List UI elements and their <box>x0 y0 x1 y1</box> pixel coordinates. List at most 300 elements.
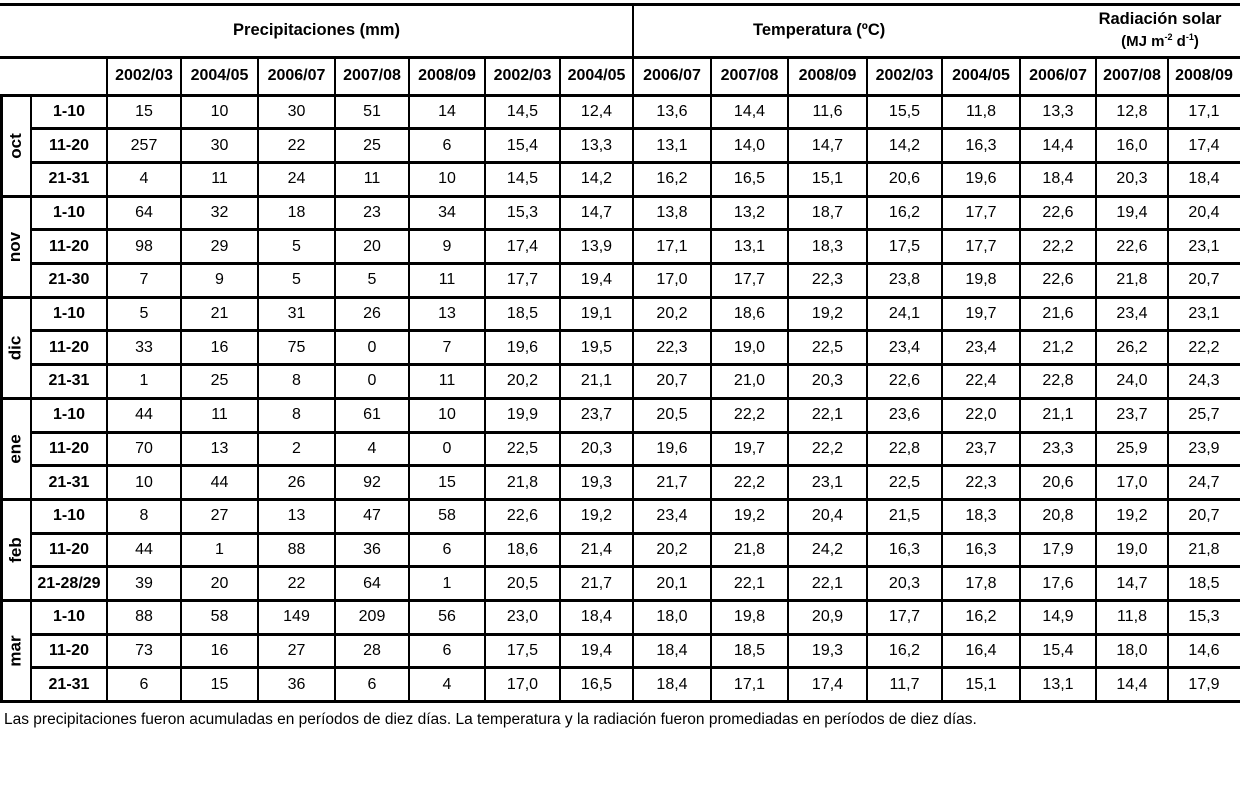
data-cell: 21,8 <box>1188 540 1220 558</box>
table-footnote: Las precipitaciones fueron acumuladas en períodos de diez días. La temperatura y la radiación fueron promediadas en períodos de diez días. <box>4 711 977 728</box>
data-cell: 25,9 <box>1116 439 1148 457</box>
data-cell: 2 <box>292 439 301 457</box>
month-name: dic <box>5 335 25 361</box>
data-cell: 20,7 <box>1188 507 1220 525</box>
data-cell: 17,7 <box>965 203 997 221</box>
data-cell: 17,4 <box>1188 136 1220 154</box>
data-cell: 11,6 <box>812 102 843 120</box>
season-header: 2006/07 <box>643 67 701 84</box>
data-cell: 16 <box>210 642 229 660</box>
table-rule-vertical <box>866 57 868 702</box>
data-cell: 19,0 <box>733 338 766 356</box>
table-rule-vertical <box>1167 57 1169 702</box>
data-cell: 24,7 <box>1188 473 1220 491</box>
data-cell: 19,2 <box>1116 507 1148 525</box>
table-rule-horizontal <box>0 94 1240 97</box>
data-cell: 58 <box>210 608 229 626</box>
data-cell: 18,3 <box>811 237 844 255</box>
season-header: 2007/08 <box>1103 67 1161 84</box>
data-cell: 30 <box>287 102 306 120</box>
data-cell: 30 <box>210 136 229 154</box>
data-cell: 44 <box>135 540 153 558</box>
precipitation-group-label: Precipitaciones (mm) <box>233 21 400 39</box>
data-cell: 14,2 <box>888 136 921 154</box>
data-cell: 22,0 <box>965 406 997 424</box>
data-cell: 20,4 <box>811 507 844 525</box>
data-cell: 20,9 <box>811 608 844 626</box>
data-cell: 23,7 <box>965 439 997 457</box>
data-cell: 16,5 <box>580 675 613 693</box>
table-rule-horizontal <box>31 228 1240 231</box>
data-cell: 70 <box>135 439 153 457</box>
data-cell: 24,3 <box>1188 372 1220 390</box>
data-cell: 19,7 <box>965 305 997 323</box>
radiation-group-header <box>1020 4 1240 57</box>
data-cell: 22,8 <box>1042 372 1074 390</box>
data-cell: 22,3 <box>656 338 688 356</box>
data-cell: 17,4 <box>811 675 844 693</box>
data-cell: 1 <box>215 540 224 558</box>
season-header: 2008/09 <box>798 67 857 84</box>
data-cell: 19,0 <box>1116 540 1148 558</box>
data-cell: 23,7 <box>580 406 613 424</box>
table-rule-horizontal <box>0 498 1240 501</box>
data-cell: 17,0 <box>656 271 688 289</box>
data-cell: 23,1 <box>1188 237 1220 255</box>
data-cell: 5 <box>139 305 149 323</box>
radiation-group-label: Radiación solar <box>1098 10 1222 28</box>
table-rule-vertical <box>408 57 410 702</box>
data-cell: 20,7 <box>1188 271 1220 289</box>
table-rule-vertical <box>106 57 108 702</box>
data-cell: 19,4 <box>1116 203 1148 221</box>
data-cell: 18,5 <box>506 305 539 323</box>
data-cell: 6 <box>442 136 452 154</box>
data-cell: 21,1 <box>1042 406 1074 424</box>
data-cell: 13 <box>438 305 456 323</box>
data-cell: 16,0 <box>1116 136 1148 154</box>
data-cell: 0 <box>367 338 377 356</box>
month-label <box>0 95 31 196</box>
season-header: 2004/05 <box>190 67 249 84</box>
data-cell: 20,3 <box>1116 170 1148 188</box>
data-cell: 14,9 <box>1042 608 1074 626</box>
season-header: 2006/07 <box>267 67 326 84</box>
period-label: 21-31 <box>48 675 90 693</box>
data-cell: 14,5 <box>506 102 539 120</box>
data-cell: 16 <box>210 338 229 356</box>
period-label: 21-30 <box>48 271 90 289</box>
month-label <box>0 499 31 600</box>
table-rule-horizontal <box>31 464 1240 467</box>
month-label <box>0 196 31 297</box>
data-cell: 4 <box>442 675 452 693</box>
data-cell: 23,4 <box>656 507 688 525</box>
data-cell: 16,2 <box>965 608 997 626</box>
data-cell: 20,7 <box>656 372 688 390</box>
data-cell: 6 <box>442 642 452 660</box>
table-rule-horizontal <box>31 565 1240 568</box>
data-cell: 19,8 <box>733 608 766 626</box>
data-cell: 11 <box>438 271 456 289</box>
data-cell: 23 <box>363 203 381 221</box>
data-cell: 24 <box>287 170 306 188</box>
data-cell: 20,6 <box>1042 473 1074 491</box>
month-name: nov <box>5 231 25 262</box>
season-header: 2002/03 <box>493 67 552 84</box>
data-cell: 16,2 <box>888 642 921 660</box>
data-cell: 19,6 <box>656 439 688 457</box>
data-cell: 44 <box>135 406 153 424</box>
data-cell: 18,3 <box>965 507 997 525</box>
data-cell: 58 <box>438 507 456 525</box>
data-cell: 15,3 <box>506 203 539 221</box>
data-cell: 16,3 <box>965 136 997 154</box>
data-cell: 27 <box>210 507 229 525</box>
data-cell: 8 <box>292 372 301 390</box>
table-rule-vertical <box>941 57 943 702</box>
temperature-group-label: Temperatura (ºC) <box>753 21 886 39</box>
data-cell: 20,8 <box>1042 507 1074 525</box>
data-cell: 22,6 <box>506 507 539 525</box>
data-cell: 17,9 <box>1042 540 1074 558</box>
data-cell: 4 <box>367 439 377 457</box>
data-cell: 209 <box>358 608 386 626</box>
data-cell: 20,2 <box>506 372 539 390</box>
data-cell: 13,1 <box>1042 675 1074 693</box>
data-cell: 20,3 <box>580 439 613 457</box>
data-cell: 22,1 <box>811 406 844 424</box>
table-rule-horizontal <box>31 363 1240 366</box>
data-cell: 23,0 <box>506 608 539 626</box>
data-cell: 16,4 <box>965 642 997 660</box>
data-cell: 23,4 <box>888 338 921 356</box>
data-cell: 19,4 <box>580 642 613 660</box>
data-cell: 18,4 <box>1042 170 1074 188</box>
data-cell: 23,6 <box>888 406 921 424</box>
data-cell: 11,8 <box>1117 608 1147 626</box>
data-cell: 19,6 <box>506 338 539 356</box>
period-label: 11-20 <box>48 439 90 457</box>
season-header: 2007/08 <box>343 67 401 84</box>
table-rule-vertical <box>0 95 3 702</box>
data-cell: 32 <box>210 203 229 221</box>
data-cell: 13,3 <box>580 136 613 154</box>
period-label: 21-28/29 <box>37 574 101 592</box>
data-cell: 17,4 <box>506 237 539 255</box>
data-cell: 26,2 <box>1116 338 1148 356</box>
data-cell: 23,4 <box>965 338 997 356</box>
data-cell: 14,7 <box>811 136 844 154</box>
data-cell: 4 <box>139 170 149 188</box>
table-rule-horizontal <box>31 262 1240 265</box>
data-cell: 14,0 <box>733 136 766 154</box>
data-cell: 17,0 <box>506 675 539 693</box>
season-header: 2008/09 <box>418 67 476 84</box>
data-cell: 13,6 <box>656 102 688 120</box>
data-cell: 17,1 <box>656 237 688 255</box>
data-cell: 19,9 <box>506 406 539 424</box>
data-cell: 6 <box>139 675 149 693</box>
month-label <box>0 398 31 499</box>
data-cell: 19,2 <box>733 507 766 525</box>
table-rule-vertical <box>257 57 259 702</box>
data-cell: 11,8 <box>966 102 996 120</box>
data-cell: 18,0 <box>1116 642 1148 660</box>
table-rule-horizontal <box>31 532 1240 535</box>
data-cell: 8 <box>292 406 301 424</box>
data-cell: 6 <box>367 675 377 693</box>
data-cell: 21,6 <box>1042 305 1074 323</box>
data-cell: 21,4 <box>580 540 613 558</box>
data-cell: 15,1 <box>965 675 997 693</box>
data-cell: 17,7 <box>888 608 921 626</box>
data-cell: 14,4 <box>1116 675 1148 693</box>
data-cell: 17,7 <box>506 271 539 289</box>
data-cell: 26 <box>363 305 381 323</box>
data-cell: 20,3 <box>888 574 921 592</box>
table-rule-vertical <box>559 57 561 702</box>
data-cell: 17,1 <box>1188 102 1220 120</box>
data-cell: 18,4 <box>656 675 688 693</box>
data-cell: 20,5 <box>506 574 539 592</box>
data-cell: 15,4 <box>1042 642 1074 660</box>
data-cell: 17,7 <box>733 271 766 289</box>
table-rule-horizontal <box>31 431 1240 434</box>
data-cell: 20,4 <box>1188 203 1220 221</box>
table-rule-horizontal <box>0 195 1240 198</box>
data-cell: 9 <box>215 271 224 289</box>
data-cell: 15 <box>135 102 153 120</box>
data-cell: 1 <box>139 372 149 390</box>
data-cell: 21,2 <box>1042 338 1074 356</box>
data-cell: 0 <box>367 372 377 390</box>
data-cell: 15,4 <box>506 136 539 154</box>
data-cell: 5 <box>292 271 301 289</box>
table-rule-horizontal <box>31 127 1240 130</box>
table-rule-horizontal <box>31 666 1240 669</box>
data-cell: 13,9 <box>580 237 613 255</box>
table-rule-horizontal <box>0 56 1240 59</box>
data-cell: 18,5 <box>733 642 766 660</box>
data-cell: 20,2 <box>656 540 688 558</box>
period-label: 1-10 <box>52 406 86 424</box>
data-cell: 19,7 <box>733 439 766 457</box>
data-cell: 11 <box>211 406 228 424</box>
data-cell: 19,2 <box>811 305 844 323</box>
data-cell: 22,1 <box>733 574 766 592</box>
data-cell: 10 <box>438 170 456 188</box>
period-label: 11-20 <box>48 338 90 356</box>
table-rule-horizontal <box>0 700 1240 703</box>
season-header: 2007/08 <box>720 67 779 84</box>
month-name: feb <box>5 537 25 563</box>
data-cell: 31 <box>287 305 306 323</box>
data-cell: 22,3 <box>965 473 997 491</box>
period-label: 21-31 <box>48 372 90 390</box>
table-rule-vertical <box>710 57 712 702</box>
data-cell: 18,6 <box>506 540 539 558</box>
data-cell: 16,2 <box>888 203 921 221</box>
data-cell: 15 <box>438 473 456 491</box>
data-cell: 26 <box>287 473 306 491</box>
data-cell: 23,4 <box>1116 305 1148 323</box>
season-header: 2004/05 <box>952 67 1010 84</box>
data-cell: 13,8 <box>656 203 688 221</box>
data-cell: 19,3 <box>580 473 613 491</box>
table-rule-vertical <box>787 57 789 702</box>
data-cell: 22,6 <box>1116 237 1148 255</box>
month-label <box>0 601 31 702</box>
data-cell: 98 <box>135 237 153 255</box>
data-cell: 21,0 <box>733 372 766 390</box>
data-cell: 8 <box>139 507 149 525</box>
data-cell: 21,8 <box>506 473 539 491</box>
month-name: mar <box>5 635 25 667</box>
data-cell: 24,0 <box>1116 372 1148 390</box>
data-cell: 149 <box>283 608 310 626</box>
data-cell: 28 <box>363 642 381 660</box>
data-cell: 25 <box>210 372 229 390</box>
data-cell: 11 <box>363 170 381 188</box>
period-label: 11-20 <box>48 642 90 660</box>
data-cell: 22,1 <box>811 574 844 592</box>
data-cell: 88 <box>287 540 306 558</box>
month-label <box>0 297 31 398</box>
data-cell: 19,2 <box>580 507 613 525</box>
data-cell: 16,3 <box>965 540 997 558</box>
period-label: 21-31 <box>48 473 90 491</box>
data-cell: 5 <box>292 237 301 255</box>
data-cell: 36 <box>363 540 381 558</box>
data-cell: 17,8 <box>965 574 997 592</box>
data-cell: 10 <box>135 473 153 491</box>
data-cell: 13,1 <box>656 136 688 154</box>
data-cell: 18,4 <box>580 608 613 626</box>
data-cell: 0 <box>442 439 452 457</box>
data-cell: 18,4 <box>656 642 688 660</box>
data-cell: 19,5 <box>580 338 613 356</box>
season-header: 2002/03 <box>875 67 934 84</box>
data-cell: 11 <box>438 372 456 390</box>
data-cell: 15,1 <box>811 170 844 188</box>
data-cell: 23,9 <box>1188 439 1220 457</box>
data-cell: 10 <box>438 406 456 424</box>
data-cell: 21,5 <box>888 507 921 525</box>
data-cell: 64 <box>363 574 381 592</box>
data-cell: 22,2 <box>1188 338 1220 356</box>
period-label: 1-10 <box>52 608 86 626</box>
data-cell: 14,5 <box>506 170 539 188</box>
data-cell: 61 <box>363 406 381 424</box>
season-header: 2004/05 <box>567 67 626 84</box>
data-cell: 23,1 <box>811 473 844 491</box>
table-rule-vertical <box>1095 57 1097 702</box>
data-cell: 22,3 <box>811 271 844 289</box>
data-cell: 22,2 <box>733 473 766 491</box>
data-cell: 24,2 <box>811 540 844 558</box>
data-cell: 19,3 <box>811 642 844 660</box>
data-cell: 29 <box>210 237 229 255</box>
data-cell: 44 <box>210 473 229 491</box>
data-cell: 22,2 <box>811 439 844 457</box>
data-cell: 33 <box>135 338 153 356</box>
data-cell: 64 <box>135 203 153 221</box>
period-label: 1-10 <box>52 203 86 221</box>
table-rule-horizontal <box>31 633 1240 636</box>
temperature-group-header <box>633 4 1020 57</box>
data-cell: 14,7 <box>1116 574 1148 592</box>
data-cell: 17,7 <box>965 237 997 255</box>
data-cell: 13,2 <box>733 203 766 221</box>
data-cell: 15,3 <box>1188 608 1220 626</box>
table-rule-vertical <box>632 4 634 702</box>
data-cell: 27 <box>287 642 306 660</box>
data-cell: 17,5 <box>888 237 921 255</box>
data-cell: 16,3 <box>888 540 921 558</box>
data-cell: 22 <box>287 574 306 592</box>
data-cell: 34 <box>438 203 456 221</box>
data-cell: 23,7 <box>1116 406 1148 424</box>
data-cell: 51 <box>363 102 381 120</box>
data-cell: 12,4 <box>580 102 613 120</box>
data-cell: 18,7 <box>811 203 844 221</box>
period-label: 11-20 <box>48 540 90 558</box>
data-cell: 20,6 <box>888 170 921 188</box>
period-label: 1-10 <box>52 507 86 525</box>
data-cell: 22 <box>287 136 306 154</box>
table-rule-horizontal <box>31 329 1240 332</box>
data-cell: 92 <box>363 473 381 491</box>
data-cell: 20,5 <box>656 406 688 424</box>
period-label: 1-10 <box>52 102 86 120</box>
data-cell: 14,4 <box>1042 136 1074 154</box>
table-rule-vertical <box>334 57 336 702</box>
precipitation-group-header <box>0 4 633 57</box>
data-cell: 17,1 <box>733 675 766 693</box>
table-rule-vertical <box>30 95 32 702</box>
data-cell: 6 <box>442 540 452 558</box>
season-header: 2008/09 <box>1175 67 1233 84</box>
data-cell: 73 <box>135 642 153 660</box>
month-name: ene <box>5 434 25 464</box>
data-cell: 7 <box>139 271 149 289</box>
data-cell: 22,2 <box>1042 237 1074 255</box>
data-cell: 17,5 <box>506 642 539 660</box>
data-cell: 5 <box>367 271 377 289</box>
data-cell: 13,3 <box>1042 102 1074 120</box>
data-cell: 18 <box>287 203 306 221</box>
data-cell: 18,0 <box>656 608 688 626</box>
data-cell: 20 <box>363 237 381 255</box>
month-name: oct <box>5 132 25 159</box>
data-cell: 11,7 <box>889 675 920 693</box>
data-cell: 18,5 <box>1188 574 1220 592</box>
data-cell: 56 <box>438 608 456 626</box>
period-label: 11-20 <box>48 237 90 255</box>
table-rule-vertical <box>180 57 182 702</box>
data-cell: 19,6 <box>965 170 997 188</box>
data-cell: 19,1 <box>580 305 613 323</box>
data-cell: 21,7 <box>580 574 613 592</box>
data-cell: 23,8 <box>888 271 921 289</box>
data-cell: 23,3 <box>1042 439 1074 457</box>
data-cell: 22,5 <box>811 338 844 356</box>
table-rule-horizontal <box>0 296 1240 299</box>
data-cell: 22,6 <box>888 372 921 390</box>
table-rule-horizontal <box>0 397 1240 400</box>
data-cell: 22,4 <box>965 372 997 390</box>
